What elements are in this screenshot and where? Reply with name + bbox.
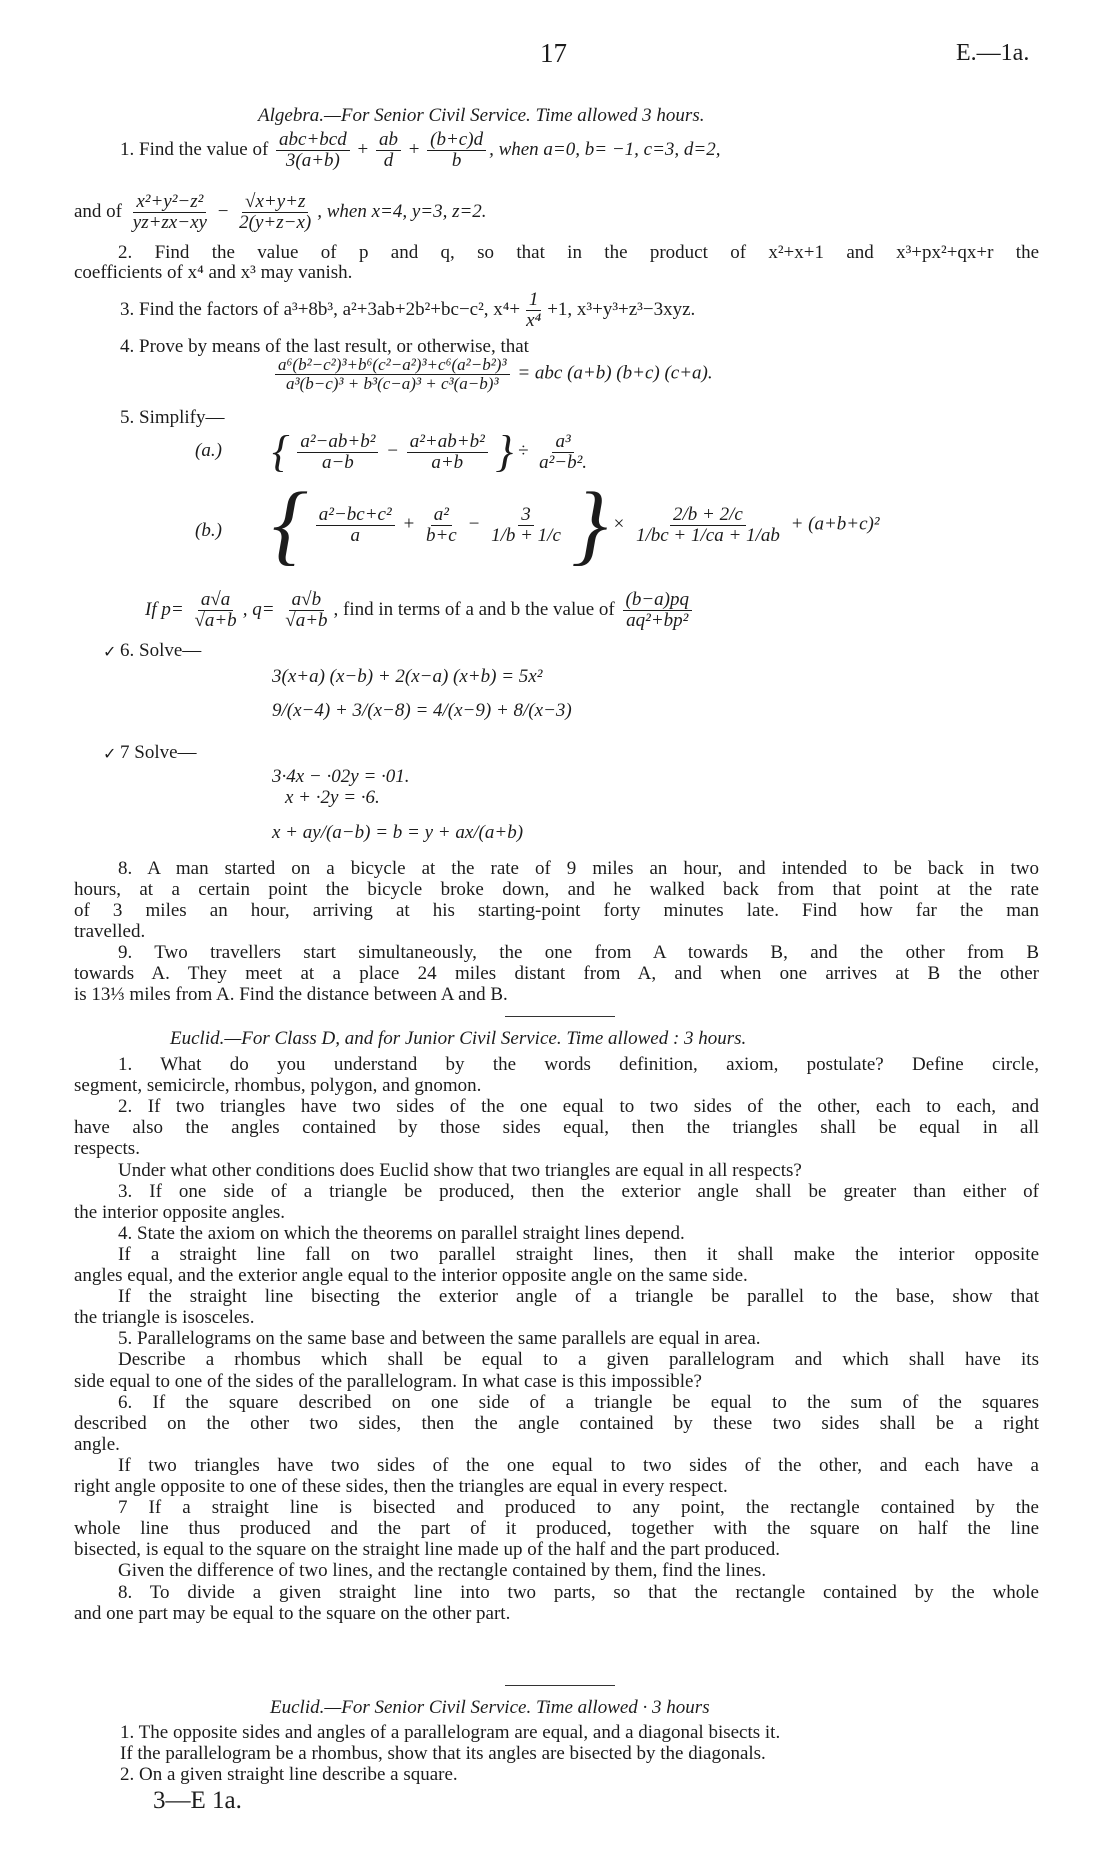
euclid-d-line: If a straight line fall on two parallel straight lines, then it shall make the interior opposite (118, 1244, 1039, 1265)
question-7-equation-1: 3·4x − ·02y = ·01. (272, 766, 410, 787)
euclid-d-line: If the straight line bisecting the exterior angle of a triangle be parallel to the base, show that (118, 1286, 1039, 1307)
question-1: 1. Find the value of $\frac{\text{abc+bcd}}{3(a+b)}$ + $\frac{ab}{d}$ + $\frac{(b+c)d}{b}$ , when a=0, b= −1, c=3, d=2, (120, 129, 721, 171)
euclid-d-line: If two triangles have two sides of the one equal to two sides of the other, and each have a (118, 1455, 1039, 1476)
euclid-d-line: Given the difference of two lines, and the rectangle contained by them, find the lines. (118, 1560, 767, 1581)
euclid-d-line: angle. (74, 1434, 120, 1455)
question-2-line-2: coefficients of x⁴ and x³ may vanish. (74, 262, 353, 283)
question-8-line-3: of 3 miles an hour, arriving at his starting-point forty minutes late. Find how far the man (74, 900, 1039, 921)
tick-mark: ✓ (103, 746, 117, 763)
page-reference: E.—1a. (956, 40, 1030, 66)
euclid-d-line: angles equal, and the exterior angle equal to the interior opposite angle on the same side. (74, 1265, 748, 1286)
question-5b-expression: { $\frac{\text{a²−bc+c²}}{a}$ + $\frac{\text{a²}}{b+c}$ − $\frac{3}{1/b + 1/c}$ } × $\frac{2/b + 2/c}{1/bc + 1/ca + 1/ab}$ + (a+b+c)² (272, 475, 880, 574)
question-4-equation: $\frac{\text{a⁶(b²−c²)³+b⁶(c²−a²)³+c⁶(a²−b²)³}}{\text{a³(b−c)³ + b³(c−a)³ + c³(a−b)³}}$ = abc (a+b) (b+c) (c+a). (272, 356, 713, 393)
euclid-d-line: 7 If a straight line is bisected and produced to any point, the rectangle contained by the (118, 1497, 1039, 1518)
euclid-d-heading: Euclid.—For Class D, and for Junior Civil Service. Time allowed : 3 hours. (170, 1028, 747, 1049)
question-7: 7 Solve— (120, 742, 197, 763)
question-2-line-1: 2. Find the value of p and q, so that in the product of x²+x+1 and x³+px²+qx+r the (118, 242, 1039, 263)
euclid-d-line: side equal to one of the sides of the parallelogram. In what case is this impossible? (74, 1371, 702, 1392)
euclid-d-line: 5. Parallelograms on the same base and between the same parallels are equal in area. (118, 1328, 761, 1349)
euclid-d-line: and one part may be equal to the square on the other part. (74, 1603, 511, 1624)
euclid-d-line: segment, semicircle, rhombus, polygon, and gnomon. (74, 1075, 482, 1096)
algebra-heading: Algebra.—For Senior Civil Service. Time allowed 3 hours. (258, 105, 705, 126)
euclid-d-line: right angle opposite to one of these sides, then the triangles are equal in every respect. (74, 1476, 728, 1497)
question-5a-expression: { $\frac{\text{a²−ab+b²}}{a-b}$ − $\frac{\text{a²+ab+b²}}{a+b}$ } ÷ $\frac{\text{a³}}{\text{a²−b².}}$ (272, 427, 588, 476)
euclid-d-line: the interior opposite angles. (74, 1202, 286, 1223)
euclid-d-line: Describe a rhombus which shall be equal to a given parallelogram and which shall have its (118, 1349, 1039, 1370)
euclid-s-heading: Euclid.—For Senior Civil Service. Time allowed · 3 hours (270, 1697, 710, 1718)
question-1-part-2: and of $\frac{\text{x²+y²−z²}}{yz+zx-xy}$ − $\frac{√x+y+z}{2(y+z-x)}$ , when x=4, y=3, z=2. (74, 191, 487, 233)
question-7-equation-3: x + ay/(a−b) = b = y + ax/(a+b) (272, 822, 524, 843)
question-6-equation-2: 9/(x−4) + 3/(x−8) = 4/(x−9) + 8/(x−3) (272, 700, 572, 721)
euclid-d-line: 1. What do you understand by the words definition, axiom, postulate? Define circle, (118, 1054, 1039, 1075)
question-6: 6. Solve— (120, 640, 202, 661)
question-5a-label: (a.) (195, 440, 222, 461)
euclid-s-line-2: If the parallelogram be a rhombus, show that its angles are bisected by the diagonals. (120, 1743, 766, 1764)
euclid-s-line-3: 2. On a given straight line describe a square. (120, 1764, 458, 1785)
question-4: 4. Prove by means of the last result, or otherwise, that (120, 336, 529, 357)
question-8-line-4: travelled. (74, 921, 146, 942)
question-9-line-2: towards A. They meet at a place 24 miles distant from A, and when one arrives at B the other (74, 963, 1039, 984)
euclid-d-line: have also the angles contained by those sides equal, then the triangles shall be equal in all (74, 1117, 1039, 1138)
euclid-d-line: 6. If the square described on one side of a triangle be equal to the sum of the squares (118, 1392, 1039, 1413)
euclid-d-line: described on the other two sides, then the angle contained by these two sides shall be a right (74, 1413, 1039, 1434)
question-5: 5. Simplify— (120, 407, 225, 428)
euclid-d-line: Under what other conditions does Euclid show that two triangles are equal in all respects? (118, 1160, 802, 1181)
question-5b-label: (b.) (195, 520, 222, 541)
section-divider (505, 1016, 615, 1017)
section-divider (505, 1685, 615, 1686)
if-p-q: If p= $\frac{a√a}{√a+b}$ , q= $\frac{a√b}{√a+b}$ , find in terms of a and b the value of $\frac{(b-a)pq}{\text{aq²+bp²}}$ (145, 590, 695, 631)
question-8-line-2: hours, at a certain point the bicycle broke down, and he walked back from that point at the rate (74, 879, 1039, 900)
euclid-d-line: 2. If two triangles have two sides of the one equal to two sides of the other, each to each, and (118, 1096, 1039, 1117)
euclid-d-line: respects. (74, 1138, 140, 1159)
question-9-line-1: 9. Two travellers start simultaneously, the one from A towards B, and the other from B (118, 942, 1039, 963)
question-7-equation-2: x + ·2y = ·6. (285, 787, 380, 808)
question-8-line-1: 8. A man started on a bicycle at the rate of 9 miles an hour, and intended to be back in two (118, 858, 1039, 879)
euclid-d-line: 4. State the axiom on which the theorems on parallel straight lines depend. (118, 1223, 685, 1244)
euclid-d-line: bisected, is equal to the square on the straight line made up of the half and the part produced. (74, 1539, 780, 1560)
tick-mark: ✓ (103, 644, 117, 661)
euclid-d-line: the triangle is isosceles. (74, 1307, 255, 1328)
question-6-equation-1: 3(x+a) (x−b) + 2(x−a) (x+b) = 5x² (272, 666, 543, 687)
euclid-d-line: 3. If one side of a triangle be produced, then the exterior angle shall be greater than either of (118, 1181, 1039, 1202)
page-number: 17 (540, 38, 567, 68)
page-footer: 3—E 1a. (153, 1787, 242, 1814)
question-3: 3. Find the factors of a³+8b³, a²+3ab+2b²+bc−c², x⁴+ $\frac{1}{\text{x⁴}}$ +1, x³+y³+z³−3xyz. (120, 289, 696, 331)
question-9-line-3: is 13⅓ miles from A. Find the distance between A and B. (74, 984, 508, 1005)
euclid-d-line: whole line thus produced and the part of it produced, together with the square on half the line (74, 1518, 1039, 1539)
euclid-s-line-1: 1. The opposite sides and angles of a parallelogram are equal, and a diagonal bisects it. (120, 1722, 781, 1743)
euclid-d-line: 8. To divide a given straight line into two parts, so that the rectangle contained by the whole (118, 1582, 1039, 1603)
